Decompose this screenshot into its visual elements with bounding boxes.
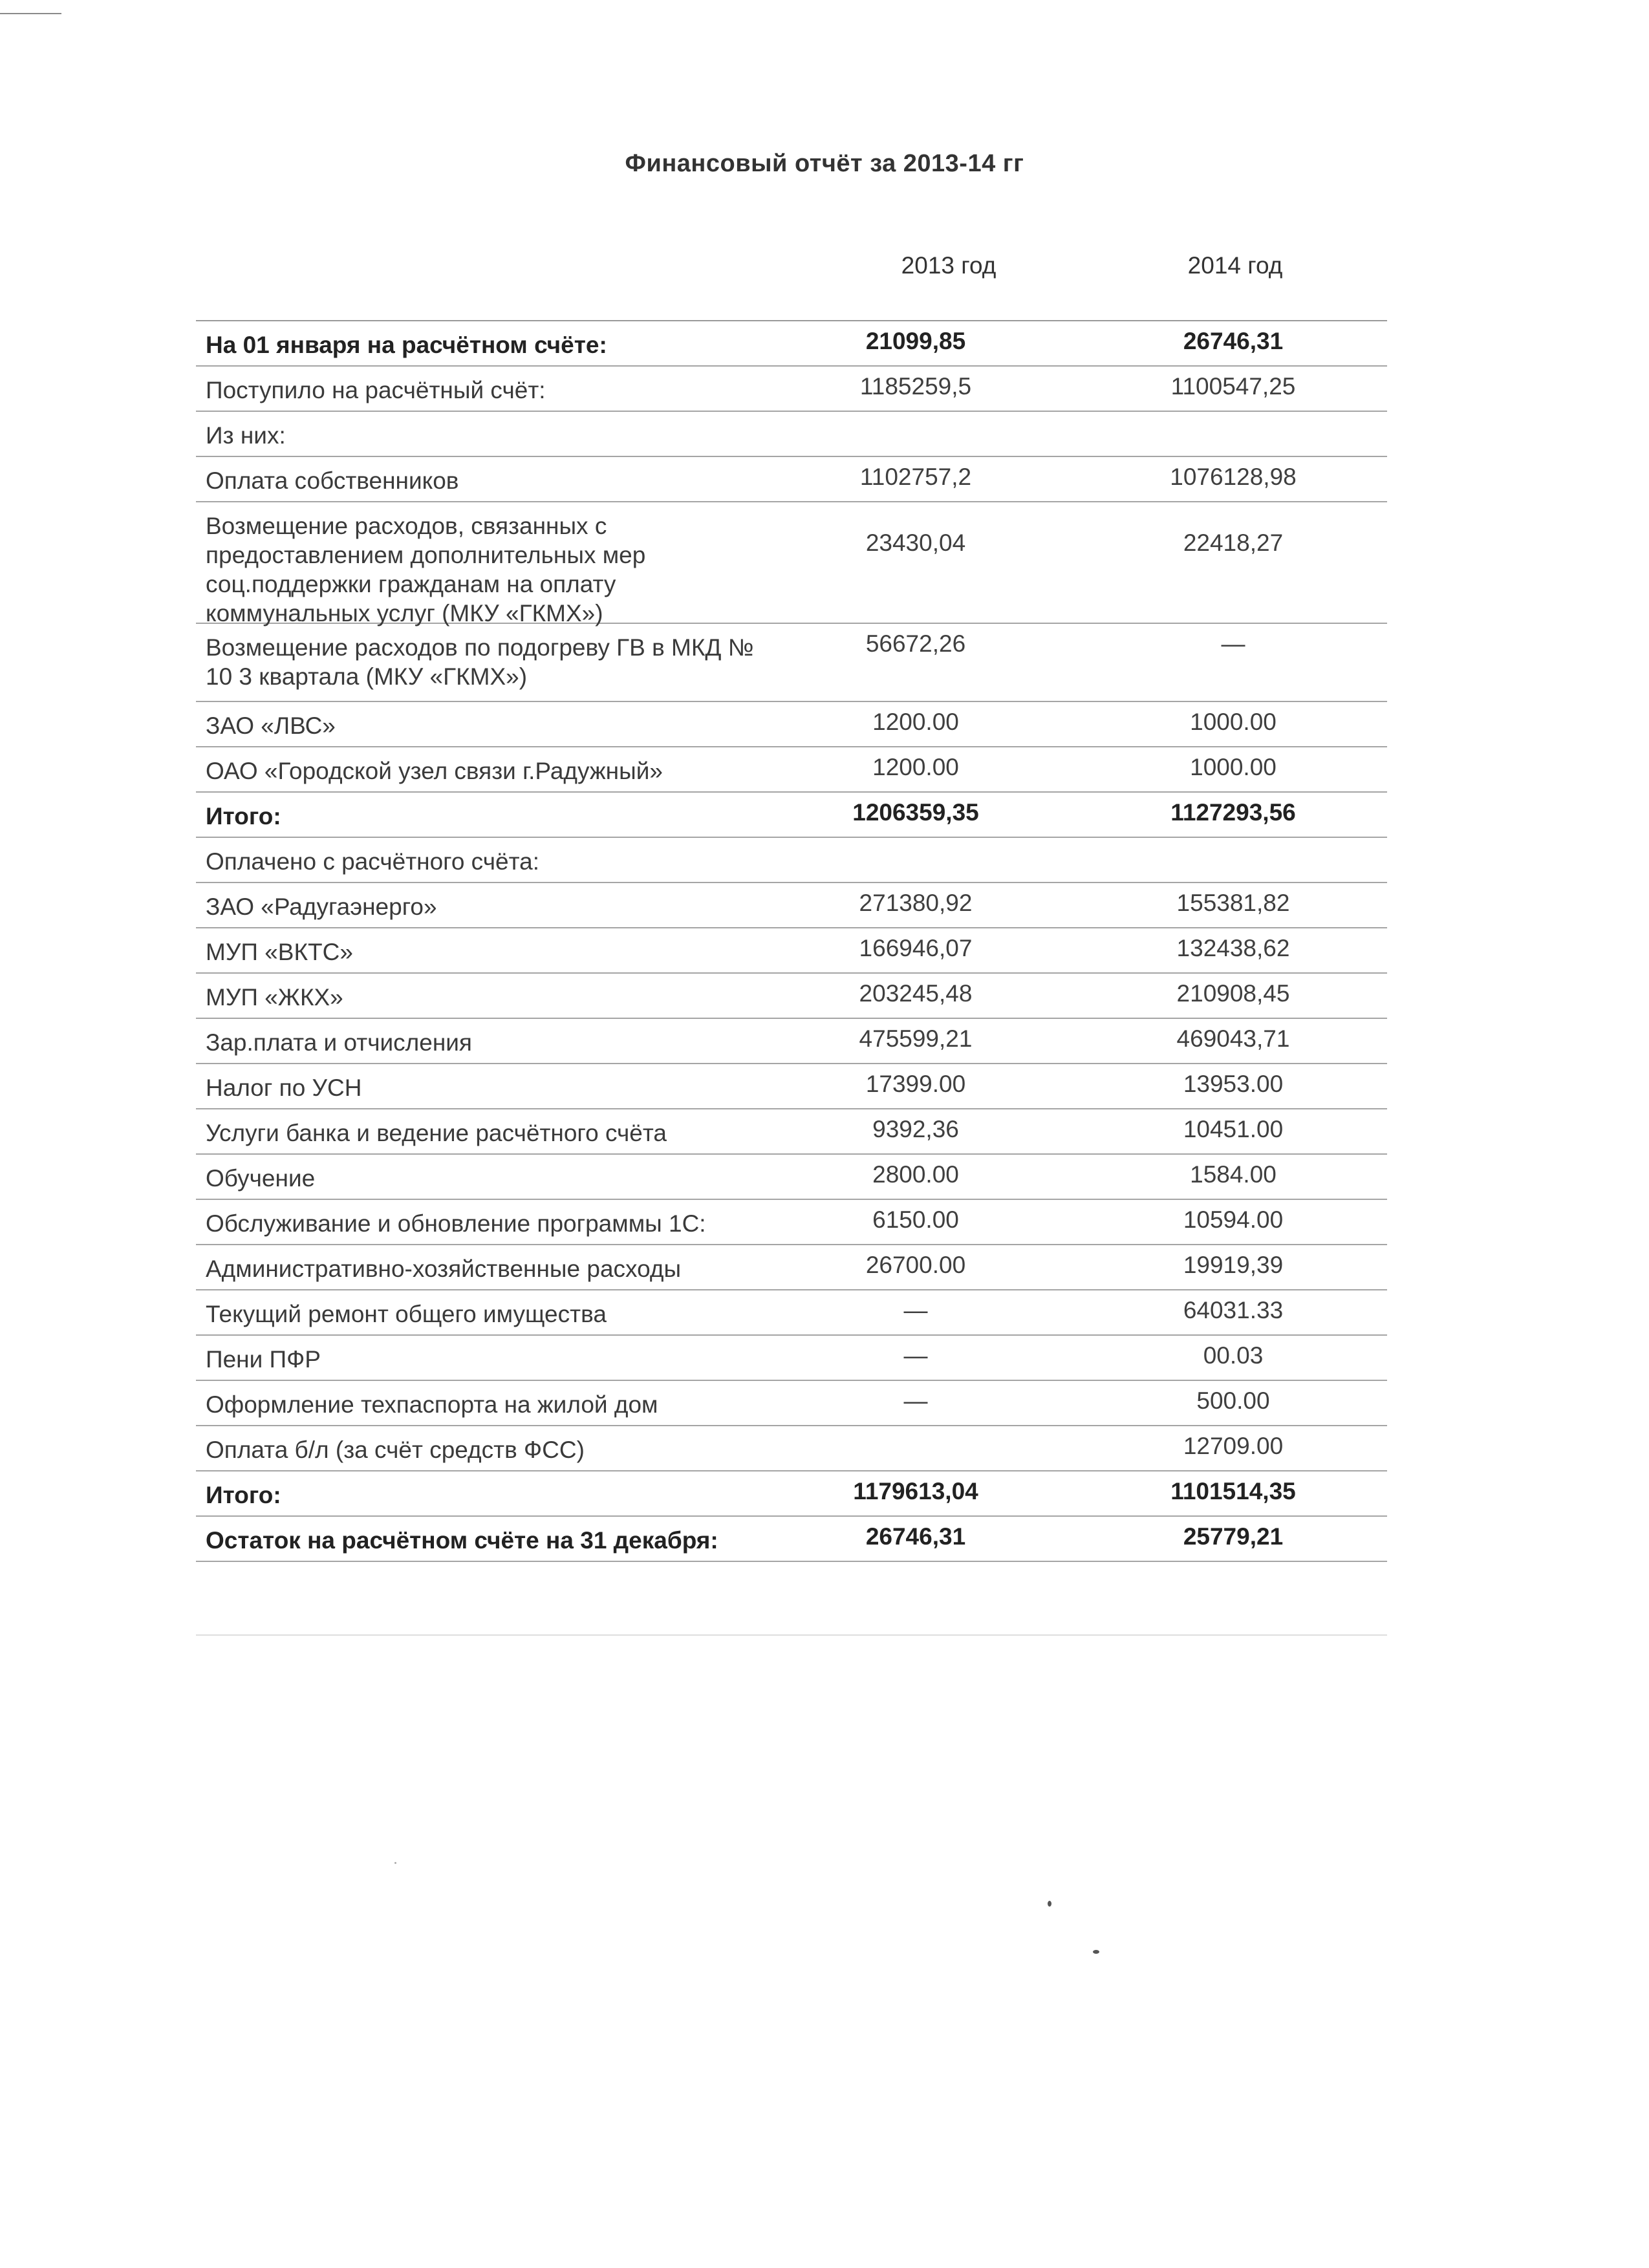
row-label: МУП «ВКТС»: [206, 939, 353, 965]
value-2013: 1206359,35: [852, 799, 979, 826]
value-2014: 64031.33: [1183, 1297, 1284, 1323]
row-label: Зар.плата и отчисления: [206, 1029, 472, 1056]
row-mup-vkts: [196, 928, 1387, 974]
row-1c-software: [196, 1200, 1387, 1245]
value-2013: 17399.00: [865, 1071, 966, 1097]
row-mup-zhkh: [196, 974, 1387, 1019]
value-2013: 475599,21: [859, 1025, 973, 1052]
row-label: Услуги банка и ведение расчётного счёта: [206, 1120, 667, 1146]
row-city-telecom: [196, 747, 1387, 793]
value-2014: 10451.00: [1183, 1116, 1284, 1142]
row-training: [196, 1155, 1387, 1200]
value-2013: —: [903, 1297, 928, 1323]
value-2013: 56672,26: [865, 630, 966, 657]
row-owner-payments: [196, 457, 1387, 502]
row-label: Итого:: [206, 1482, 281, 1508]
scan-speck: [1048, 1901, 1051, 1907]
row-label: Текущий ремонт общего имущества: [206, 1301, 607, 1327]
value-2014: 12709.00: [1183, 1433, 1284, 1459]
row-label: Возмещение расходов, связанных с предоставлением дополнительных мер соц.поддержки гражданам на оплату коммунальных услуг (МКУ «ГКМХ»): [206, 513, 646, 626]
value-2013: —: [903, 1342, 928, 1369]
row-label: Из них:: [206, 422, 286, 449]
value-2014: 00.03: [1203, 1342, 1264, 1369]
value-2014: 1127293,56: [1170, 799, 1296, 826]
value-2013: 1200.00: [872, 709, 959, 735]
value-2014: 469043,71: [1176, 1025, 1290, 1052]
value-2014: 155381,82: [1176, 890, 1290, 916]
row-opening-balance: [196, 321, 1387, 367]
value-2013: 166946,07: [859, 935, 973, 961]
row-usn-tax: [196, 1064, 1387, 1109]
financial-report-table: [196, 320, 1387, 1562]
value-2014: 19919,39: [1183, 1252, 1284, 1278]
value-2013: 1179613,04: [853, 1478, 978, 1504]
row-label: МУП «ЖКХ»: [206, 984, 343, 1011]
scan-speck: [394, 1862, 396, 1864]
row-tech-passport: [196, 1381, 1387, 1426]
row-social-support-reimbursement: [196, 502, 1387, 624]
row-income-total: [196, 793, 1387, 838]
row-salary: [196, 1019, 1387, 1064]
value-2013: 2800.00: [872, 1161, 959, 1188]
row-label: Налог по УСН: [206, 1075, 362, 1101]
bottom-divider: [196, 1634, 1387, 1636]
value-2014: 500.00: [1196, 1387, 1270, 1414]
row-label: Оплачено с расчётного счёта:: [206, 848, 540, 875]
row-current-repair: [196, 1290, 1387, 1336]
row-label: Итого:: [206, 803, 281, 829]
value-2014: 210908,45: [1176, 980, 1290, 1007]
row-label: Возмещение расходов по подогреву ГВ в МКД № 10 3 квартала (МКУ «ГКМХ»): [206, 634, 754, 690]
row-label: Административно-хозяйственные расходы: [206, 1256, 682, 1282]
value-2013: —: [903, 1387, 928, 1414]
value-2014: [1086, 838, 1387, 843]
value-2014: 1100547,25: [1170, 373, 1296, 400]
value-2013: 1102757,2: [859, 464, 972, 490]
value-2014: 1000.00: [1190, 709, 1277, 735]
row-radugaenergo: [196, 883, 1387, 928]
value-2014: 26746,31: [1183, 328, 1284, 354]
row-label: Оплата б/л (за счёт средств ФСС): [206, 1437, 585, 1463]
row-label: Остаток на расчётном счёте на 31 декабря:: [206, 1527, 718, 1554]
value-2013: 21099,85: [865, 328, 966, 354]
value-2013: 26700.00: [865, 1252, 966, 1278]
column-header-2014: 2014 год: [1187, 252, 1283, 279]
value-2014: 10594.00: [1183, 1206, 1284, 1233]
row-of-which: [196, 412, 1387, 457]
row-label: Оплата собственников: [206, 467, 459, 494]
row-admin-expenses: [196, 1245, 1387, 1290]
row-label: На 01 января на расчётном счёте:: [206, 332, 607, 358]
row-expense-total: [196, 1471, 1387, 1517]
scan-speck: [1093, 1950, 1099, 1954]
row-label: ОАО «Городской узел связи г.Радужный»: [206, 758, 663, 784]
value-2013: 1185259,5: [859, 373, 972, 400]
column-header-2013: 2013 год: [901, 252, 997, 279]
row-sick-leave: [196, 1426, 1387, 1471]
value-2013: 271380,92: [859, 890, 973, 916]
value-2013: 26746,31: [865, 1523, 966, 1550]
value-2013: 6150.00: [872, 1206, 959, 1233]
value-2014: 1000.00: [1190, 754, 1277, 780]
value-2014: 1101514,35: [1170, 1478, 1296, 1504]
value-2014: [1086, 412, 1387, 417]
scan-corner-mark: [0, 13, 61, 14]
row-bank-services: [196, 1109, 1387, 1155]
row-label: Обслуживание и обновление программы 1С:: [206, 1210, 706, 1237]
row-label: Поступило на расчётный счёт:: [206, 377, 546, 403]
value-2014: 13953.00: [1183, 1071, 1284, 1097]
value-2013: [784, 1426, 1086, 1431]
value-2014: 25779,21: [1183, 1523, 1284, 1550]
row-closing-balance: [196, 1517, 1387, 1562]
row-label: Обучение: [206, 1165, 316, 1192]
value-2013: 9392,36: [872, 1116, 959, 1142]
value-2013: 23430,04: [865, 530, 966, 556]
row-hot-water-reimbursement: [196, 624, 1387, 702]
row-label: Оформление техпаспорта на жилой дом: [206, 1391, 658, 1418]
value-2014: 132438,62: [1176, 935, 1290, 961]
value-2014: 22418,27: [1183, 530, 1284, 556]
row-label: ЗАО «ЛВС»: [206, 712, 336, 739]
value-2014: 1076128,98: [1170, 464, 1297, 490]
value-2013: 1200.00: [872, 754, 959, 780]
row-zao-lvs: [196, 702, 1387, 747]
row-label: Пени ПФР: [206, 1346, 321, 1373]
value-2014: 1584.00: [1190, 1161, 1277, 1188]
value-2013: [784, 412, 1086, 417]
row-received: [196, 367, 1387, 412]
value-2013: [784, 838, 1086, 843]
report-title: Финансовый отчёт за 2013-14 гг: [625, 150, 1024, 177]
row-paid-from-account: [196, 838, 1387, 883]
value-2014: —: [1221, 630, 1245, 657]
value-2013: 203245,48: [859, 980, 973, 1007]
row-label: ЗАО «Радугаэнерго»: [206, 893, 437, 920]
row-pfr-penalties: [196, 1336, 1387, 1381]
